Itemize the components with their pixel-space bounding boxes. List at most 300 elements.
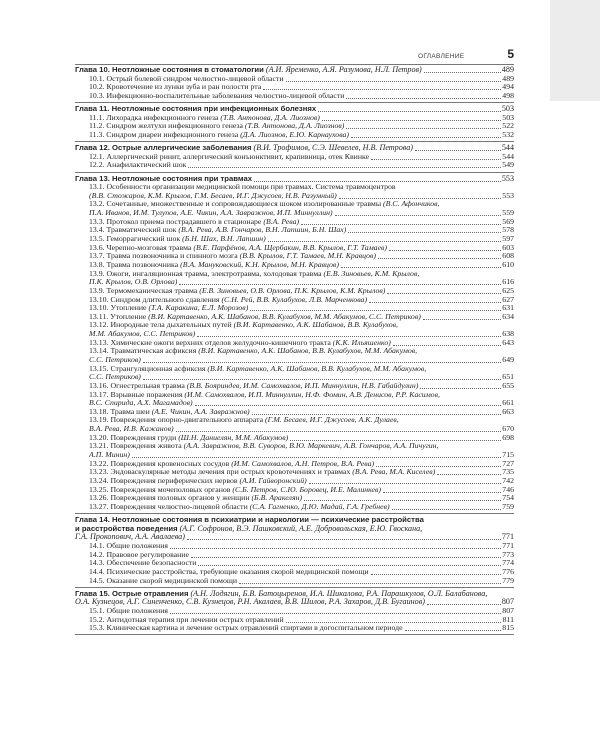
section-title: Повреждения опорно-двигательного аппарата (108, 416, 264, 425)
authors: С.С. Петриков) (89, 373, 141, 382)
toc-section-entry[interactable] (75, 442, 514, 451)
dot-leader (301, 224, 501, 225)
dot-leader (420, 388, 501, 389)
dot-leader (252, 414, 501, 415)
page-ref: 625 (502, 286, 514, 295)
section-number: 13.16. (89, 381, 109, 390)
toc-entry-text (89, 416, 399, 425)
page-ref: 608 (502, 252, 514, 261)
toc-section-entry[interactable] (75, 153, 514, 162)
toc-entry-text (89, 434, 288, 443)
toc-chapter-entry[interactable] (75, 525, 514, 534)
toc-chapter-entry[interactable] (75, 516, 514, 525)
section-title: Особенности организации медицинской помощи при травмах. Система травмоцентров (104, 183, 396, 192)
toc-entry-text (89, 460, 374, 469)
section-number: 13.6. (89, 243, 105, 252)
toc-entry-text (89, 244, 387, 253)
authors: (А.Г. Софронов, В.Э. Пашковский, А.Е. Добровольская, Е.Ю. Гвоскана, (177, 524, 423, 533)
toc-section-entry[interactable] (75, 382, 514, 391)
toc-section-entry[interactable] (75, 425, 514, 434)
toc-section-entry[interactable] (75, 391, 514, 400)
toc-entry-text (89, 153, 369, 162)
section-number: 14.1. (89, 541, 105, 550)
toc-entry-text (75, 144, 413, 153)
section-number: 13.11. (89, 312, 109, 321)
toc-chapter-entry[interactable] (75, 144, 514, 153)
toc-entry-text (89, 542, 168, 551)
section-number: 13.4. (89, 226, 105, 235)
dot-leader (195, 405, 501, 406)
page-ref: 759 (502, 502, 514, 511)
page-ref: 655 (502, 381, 514, 390)
dot-leader (191, 557, 501, 558)
toc-entry-text (89, 391, 440, 400)
section-number: 12.1. (89, 152, 105, 161)
dot-leader (371, 574, 501, 575)
section-number: 13.17. (89, 390, 109, 399)
dot-leader (393, 345, 501, 346)
toc-entry-text (89, 486, 381, 495)
section-number: 11.2. (89, 122, 105, 131)
page-ref: 727 (502, 459, 514, 468)
dot-leader (170, 613, 501, 614)
toc-entry-text (89, 451, 130, 460)
authors: В.А. Рева, И.В. Кажанов) (89, 425, 174, 434)
page-ref: 597 (502, 235, 514, 244)
toc-entry-text (89, 503, 390, 512)
page-ref: 663 (502, 407, 514, 416)
toc-section-entry[interactable] (75, 347, 514, 356)
section-title: Аллергический ринит, аллергический конъюнктивит, крапивница, отек Квинке (104, 152, 370, 161)
section-title: Утопление (108, 312, 147, 321)
section-title: Синдром желтухи инфекционного генеза (104, 122, 243, 131)
page-ref: 649 (502, 356, 514, 364)
section-number: 11.3. (89, 130, 105, 139)
authors: (И.М. Самохвалов, И.П. Миннуллин, Н.Ф. Фомин, А.В. Денисов, Р.Р. Касимов, (182, 390, 440, 399)
dot-leader (170, 548, 501, 549)
dot-leader (143, 362, 501, 363)
section-title: Протокол приема пострадавшего в стационаре (104, 217, 262, 226)
section-number: 15.1. (89, 606, 105, 615)
authors: (С.Б. Петров, С.Ю. Боровец, И.Е. Малинкев) (230, 485, 381, 494)
section-number: 13.21. (89, 442, 109, 451)
page-ref: 489 (501, 66, 514, 74)
section-title: Психические расстройства, требующие оказания скорой медицинской помощи (104, 567, 369, 576)
toc-entry-text (89, 114, 320, 123)
section-title: Общие положения (104, 606, 168, 615)
toc-section-entry[interactable] (75, 92, 514, 101)
chapter-title: Глава 12. Острые аллергические заболевания (75, 144, 252, 153)
authors: (Г.М. Бесаев, И.Г. Джусоев, А.К. Дулаев, (263, 416, 399, 425)
toc-section-entry[interactable] (75, 568, 514, 577)
toc-section-entry[interactable] (75, 373, 514, 382)
authors: (В.А. Рева) (261, 217, 300, 226)
section-number: 13.12. (89, 321, 109, 330)
toc-section-entry[interactable] (75, 330, 514, 339)
toc-section-entry[interactable] (75, 235, 514, 244)
authors: (Е.В. Зиновьев, О.В. Орлова, П.К. Крылов, К.М. Крылов) (197, 286, 386, 295)
page-ref: 627 (502, 295, 514, 304)
section-number: 13.15. (89, 364, 109, 373)
toc-section-entry[interactable] (75, 75, 514, 84)
page-ref: 569 (502, 217, 514, 226)
section-title: Огнестрельная травма (108, 381, 185, 390)
section-title: Анафилактический шок (104, 161, 187, 170)
authors: (Д.А. Лиознов, Е.Ю. Карнаухова) (238, 130, 350, 139)
dot-leader (268, 241, 501, 242)
section-title: Повреждения половых органов у женщин (108, 494, 250, 503)
toc-section-entry[interactable] (75, 261, 514, 270)
authors: (В.А. Рева, М.А. Киселев) (350, 468, 436, 477)
authors: (Т.А. Каракина, Е.Л. Морозов) (146, 304, 249, 313)
page-ref: 771 (502, 541, 514, 550)
toc-section-entry[interactable] (75, 313, 514, 322)
authors: (И.М. Самохвалов, А.Н. Петров, В.А. Рева) (229, 459, 375, 468)
page-ref: 616 (502, 278, 514, 287)
section-title: Синдром диареи инфекционного генеза (104, 130, 239, 139)
toc-section-entry[interactable] (75, 161, 514, 170)
section-title: Утопление (108, 304, 147, 313)
page-ref: 774 (502, 559, 514, 568)
authors: М.М. Абакумов, С.С. Петриков) (89, 330, 196, 339)
authors: (Б.В. Аракелян) (249, 494, 303, 503)
toc-entry-text (89, 382, 418, 391)
section-number: 13.19. (89, 416, 109, 425)
authors: (Ш.Н. Даниелян, М.М. Абакумов) (176, 433, 289, 442)
toc-section-entry[interactable] (75, 356, 514, 365)
toc-section-entry[interactable] (75, 252, 514, 261)
authors: (В.А. Рева, А.В. Гончаров, В.Н. Лапшин, Б.Н. Шах) (176, 226, 347, 235)
toc-section-entry[interactable] (75, 577, 514, 586)
authors: С.С. Петриков) (89, 356, 141, 364)
toc-entry-text (89, 425, 174, 434)
toc-section-entry[interactable] (75, 183, 514, 192)
dot-leader (263, 89, 501, 90)
section-number: 13.10. (89, 304, 109, 313)
dot-leader (286, 622, 501, 623)
toc-section-entry[interactable] (75, 339, 514, 348)
toc-entry-text (89, 568, 369, 577)
toc-section-entry[interactable] (75, 83, 514, 92)
dot-leader (341, 267, 501, 268)
dot-leader (369, 302, 501, 303)
section-title: Острый болевой синдром челюстно-лицевой области (104, 74, 284, 83)
dot-leader (132, 457, 501, 458)
page-ref: 544 (501, 144, 514, 153)
page-ref: 559 (502, 209, 514, 218)
toc-entry-text (75, 66, 422, 75)
authors: (В.И. Картавенко, А.К. Шабанов, В.В. Кулабухов, М.М. Абакумов, (205, 364, 427, 373)
authors: В.С. Спирида, А.Х. Магамадов) (89, 399, 193, 408)
dot-leader (405, 630, 501, 631)
toc-entry-text (89, 313, 421, 322)
section-title: Эндоваскулярные методы лечения при острых кровотечениях и травмах (108, 468, 351, 477)
toc-entry-text (89, 624, 403, 633)
toc-section-entry[interactable] (75, 365, 514, 374)
authors: П.К. Крылов, О.В. Орлова) (89, 278, 178, 287)
toc-entry-text (89, 321, 398, 330)
dot-leader (389, 250, 501, 251)
dot-leader (371, 159, 501, 160)
section-title: Повреждения кровеносных сосудов (108, 459, 230, 468)
section-title: Кровотечение из лунки зуба и ран полости рта (104, 83, 262, 92)
section-number: 13.24. (89, 476, 109, 485)
running-head-label: ОГЛАВЛЕНИЕ (418, 53, 465, 60)
toc-section-entry[interactable] (75, 624, 514, 633)
toc-section-entry[interactable] (75, 244, 514, 253)
section-title: Травма позвоночника (104, 260, 179, 269)
dot-leader (198, 565, 501, 566)
section-title: Травматическая асфиксия (108, 347, 197, 356)
page-ref: 610 (502, 260, 514, 269)
toc-entry-text (89, 477, 307, 486)
page-ref: 807 (502, 606, 514, 615)
toc-chapter-entry[interactable] (75, 533, 514, 542)
section-title: Общие положения (104, 541, 168, 550)
toc-entry-text (89, 373, 141, 382)
section-title: Антидотная терапия при лечении острых отравлений (104, 615, 284, 624)
page-ref: 578 (502, 226, 514, 235)
page-ref: 603 (502, 243, 514, 252)
toc-section-entry[interactable] (75, 494, 514, 503)
toc-section-entry[interactable] (75, 607, 514, 616)
toc-section-entry[interactable] (75, 278, 514, 287)
chapter-title: Глава 13. Неотложные состояния при травмах (75, 174, 253, 183)
authors: Г.А. Прокопович, А.А. Авалаева) (75, 533, 185, 542)
toc-section-entry[interactable] (75, 122, 514, 131)
toc-section-entry[interactable] (75, 321, 514, 330)
authors: (Т.В. Антонова, Д.А. Лиознов) (242, 122, 345, 131)
section-number: 12.2. (89, 161, 105, 170)
page-ref: 651 (502, 373, 514, 382)
toc-entry-text (89, 287, 385, 296)
authors: (В.С. Афончиков, (381, 200, 440, 209)
dot-leader (415, 150, 501, 151)
page-ref: 631 (502, 304, 514, 313)
section-number: 14.4. (89, 567, 105, 576)
page-ref: 746 (502, 485, 514, 494)
dot-leader (348, 232, 501, 233)
running-head (418, 47, 514, 61)
toc-section-entry[interactable] (75, 542, 514, 551)
page-ref: 742 (502, 476, 514, 485)
toc-section-entry[interactable] (75, 503, 514, 512)
toc-chapter-entry[interactable] (75, 598, 514, 607)
section-number: 13.22. (89, 459, 109, 468)
toc-section-entry[interactable] (75, 468, 514, 477)
toc-entry-text (89, 408, 250, 417)
toc-entry-text (89, 356, 141, 365)
toc-section-entry[interactable] (75, 551, 514, 560)
toc-section-entry[interactable] (75, 296, 514, 305)
section-title: Повреждения груди (108, 433, 177, 442)
page-ref: 811 (502, 615, 514, 624)
toc-entry-text (89, 131, 349, 140)
toc-entry-text (75, 525, 422, 534)
dot-leader (378, 258, 501, 259)
section-title: Геморрагический шок (104, 235, 181, 244)
toc-section-entry[interactable] (75, 399, 514, 408)
dot-leader (423, 319, 501, 320)
toc-section-entry[interactable] (75, 304, 514, 313)
toc-entry-text (89, 261, 339, 270)
authors: П.А. Иванов, И.М. Тулупов, А.Е. Чикин, А.А. Завражнов, И.П. Миннуллин) (89, 209, 333, 218)
dot-leader (322, 120, 501, 121)
toc-entry-text (89, 183, 396, 192)
section-number: 14.3. (89, 559, 105, 568)
page-ref: 634 (502, 312, 514, 321)
toc-entry-text (89, 494, 302, 503)
toc-section-entry[interactable] (75, 616, 514, 625)
section-title: Травматический шок (104, 226, 177, 235)
toc-entry-text (89, 330, 195, 339)
toc-entry-text (89, 577, 237, 586)
toc-chapter-block (75, 590, 514, 636)
toc-entry-text (89, 92, 344, 101)
dot-leader (286, 81, 501, 82)
dot-leader (187, 539, 501, 540)
page-ref: 670 (502, 425, 514, 434)
toc-entry-text (89, 209, 333, 218)
section-number: 13.23. (89, 468, 109, 477)
section-number: 11.1. (89, 113, 105, 122)
dot-leader (335, 215, 501, 216)
authors: (А.И. Гайворонский) (237, 476, 307, 485)
toc-section-entry[interactable] (75, 209, 514, 218)
toc-chapter-entry[interactable] (75, 105, 514, 114)
toc-section-entry[interactable] (75, 486, 514, 495)
authors: (А.А. Завражнов, В.В. Суворов, В.Ю. Маркевич, А.В. Гончаров, А.А. Пичугин, (181, 442, 439, 451)
toc-section-entry[interactable] (75, 218, 514, 227)
section-title: Повреждения живота (108, 442, 182, 451)
section-title: Повреждения челюстно-лицевой области (108, 502, 248, 511)
section-title: Черепно-мозговая травма (104, 243, 192, 252)
toc-section-entry[interactable] (75, 131, 514, 140)
page-edge-tab (550, 0, 600, 101)
chapter-title: Глава 10. Неотложные состояния в стоматологии (75, 66, 264, 74)
page-ref: 771 (501, 533, 514, 542)
section-title: Химические ожоги верхних отделов желудочно-кишечного тракта (108, 338, 331, 347)
toc-entry-text (75, 590, 487, 599)
page-ref: 698 (502, 433, 514, 442)
authors: А.П. Минин) (89, 451, 130, 460)
section-number: 15.3. (89, 624, 105, 633)
toc-chapter-entry[interactable] (75, 590, 514, 599)
page-ref: 754 (502, 494, 514, 503)
toc-entry-text (89, 226, 346, 235)
page-ref: 779 (502, 576, 514, 585)
section-number: 14.5. (89, 576, 105, 585)
toc-section-entry[interactable] (75, 226, 514, 235)
authors: О.А. Кузнецов, А.Г. Синенченко, С.В. Кузнецов, Р.Н. Акалаев, В.В. Шилов, Р.А. Захаров, Д.В. Бугаинов) (75, 598, 425, 607)
toc-section-entry[interactable] (75, 559, 514, 568)
toc-section-entry[interactable] (75, 114, 514, 123)
section-number: 13.25. (89, 485, 109, 494)
section-title: Повреждения периферических нервов (108, 476, 238, 485)
section-title: Инородные тела дыхательных путей (108, 321, 232, 330)
dot-leader (427, 604, 501, 605)
section-number: 13.2. (89, 200, 105, 209)
toc-section-entry[interactable] (75, 200, 514, 209)
dot-leader (239, 583, 501, 584)
section-title: Термомеханическая травма (104, 286, 198, 295)
authors: (А.Е. Чикин, А.А. Завражнов) (149, 407, 250, 416)
toc-entry-text (89, 399, 193, 408)
toc-entry-text (89, 75, 284, 84)
section-number: 13.26. (89, 494, 109, 503)
page-ref: 638 (502, 330, 514, 339)
toc-section-entry[interactable] (75, 270, 514, 279)
toc-chapter-block (75, 516, 514, 588)
toc-entry-text (89, 270, 419, 279)
section-number: 15.2. (89, 615, 105, 624)
toc-section-entry[interactable] (75, 434, 514, 443)
dot-leader (424, 72, 501, 73)
section-number: 13.7. (89, 252, 105, 261)
dot-leader (392, 509, 501, 510)
authors: (С.Н. Рей, В.В. Кулабухов, Л.В. Марченкова) (219, 295, 368, 304)
authors: (Е.В. Зиновьев, К.М. Крылов, (321, 269, 420, 278)
toc-entry-text (89, 442, 439, 451)
table-of-contents (75, 66, 514, 637)
dot-leader (387, 293, 501, 294)
toc-entry-text (89, 83, 261, 92)
section-number: 13.20. (89, 433, 109, 442)
section-title: Сочетанные, множественные и сопровождающиеся шоком изолированные травмы (104, 200, 382, 209)
section-title: Повреждения мочеполовых органов (108, 485, 231, 494)
toc-chapter-entry[interactable] (75, 175, 514, 184)
toc-entry-text (89, 161, 186, 170)
page-ref: 489 (502, 74, 514, 83)
toc-entry-text (89, 339, 391, 348)
dot-leader (290, 440, 501, 441)
toc-chapter-block (75, 144, 514, 172)
section-number: 13.5. (89, 235, 105, 244)
toc-section-entry[interactable] (75, 192, 514, 201)
toc-entry-text (75, 598, 425, 607)
toc-entry-text (89, 365, 426, 374)
toc-section-entry[interactable] (75, 477, 514, 486)
toc-entry-text (75, 175, 252, 184)
section-number: 10.2. (89, 83, 105, 92)
toc-entry-text (89, 235, 266, 244)
toc-section-entry[interactable] (75, 460, 514, 469)
toc-entry-text (89, 551, 189, 560)
section-title: Клиническая картина и лечение острых отравлений спиртами в догоспитальном периоде (104, 624, 403, 633)
authors: (В.И. Картавенко, А.К. Шабанов, В.В. Кулабухов, М.М. Абакумов, (196, 347, 418, 356)
dot-leader (143, 379, 501, 380)
dot-leader (176, 431, 501, 432)
toc-entry-text (89, 200, 440, 209)
section-number: 10.3. (89, 91, 105, 100)
page-ref: 498 (502, 91, 514, 100)
authors: (В.Е. Парфёнов, А.А. Щербакин, В.В. Крылов, Г.Т. Тамаев) (191, 243, 388, 252)
toc-section-entry[interactable] (75, 287, 514, 296)
toc-entry-text (75, 105, 316, 114)
authors: (В.А. Мануковский, К.Н. Крылов, М.Н. Кравцов) (178, 260, 339, 269)
section-number: 13.13. (89, 338, 109, 347)
toc-section-entry[interactable] (75, 408, 514, 417)
toc-entry-text (89, 252, 376, 261)
section-title: Ожоги, ингаляционная травма, электротравма, холодовая травма (104, 269, 322, 278)
toc-section-entry[interactable] (75, 451, 514, 460)
toc-section-entry[interactable] (75, 416, 514, 425)
toc-chapter-entry[interactable] (75, 66, 514, 75)
toc-entry-text (89, 296, 367, 305)
page-ref: 503 (501, 105, 514, 114)
dot-leader (376, 466, 501, 467)
toc-entry-text (89, 616, 284, 625)
